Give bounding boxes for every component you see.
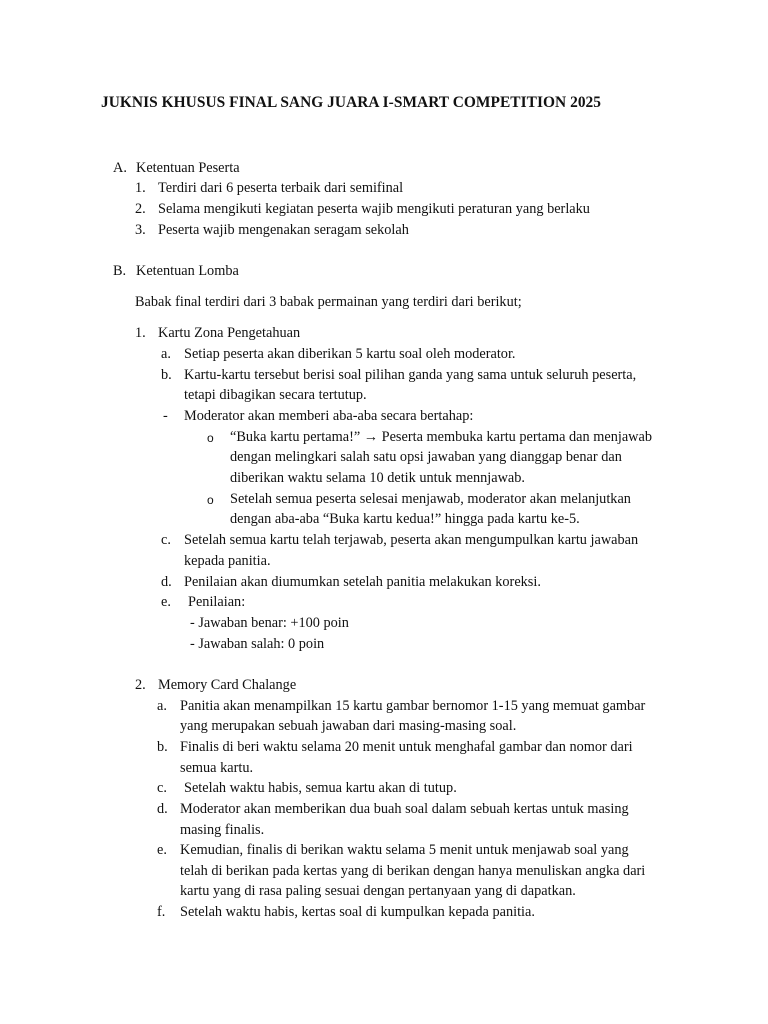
round-1-dash-marker: - bbox=[163, 408, 168, 424]
round-1-title: Kartu Zona Pengetahuan bbox=[158, 325, 301, 341]
round-1-c-marker: c. bbox=[161, 532, 171, 548]
round-2-b-line-2: semua kartu. bbox=[180, 760, 254, 776]
round-1-d-line-1: Penilaian akan diumumkan setelah panitia melakukan koreksi. bbox=[184, 574, 541, 590]
round-2-title: Memory Card Chalange bbox=[158, 677, 297, 693]
round-1-e-marker: e. bbox=[161, 594, 171, 610]
round-1-o1-line-2: dengan melingkari salah satu opsi jawaban yang dianggap benar dan bbox=[230, 449, 622, 465]
round-1-o1-line-1: “Buka kartu pertama!” → Peserta membuka kartu pertama dan menjawab bbox=[230, 429, 652, 445]
round-1-o1-marker: o bbox=[207, 431, 214, 445]
round-2-d-line-1: Moderator akan memberikan dua buah soal dalam sebuah kertas untuk masing bbox=[180, 801, 629, 817]
round-2-d-line-2: masing finalis. bbox=[180, 822, 265, 838]
round-1-e-line-2: - Jawaban benar: +100 poin bbox=[190, 615, 349, 631]
section-a-item-1-text: Terdiri dari 6 peserta terbaik dari semifinal bbox=[158, 180, 404, 196]
round-1-b-marker: b. bbox=[161, 367, 172, 383]
round-2-f-marker: f. bbox=[157, 904, 166, 920]
round-1-b-line-1: Kartu-kartu tersebut berisi soal pilihan ganda yang sama untuk seluruh peserta, bbox=[184, 367, 637, 383]
round-1-c-line-1: Setelah semua kartu telah terjawab, peserta akan mengumpulkan kartu jawaban bbox=[184, 532, 639, 548]
round-1-a-marker: a. bbox=[161, 346, 171, 362]
round-2-f-line-1: Setelah waktu habis, kertas soal di kumpulkan kepada panitia. bbox=[180, 904, 535, 920]
section-a-item-2-marker: 2. bbox=[135, 201, 146, 217]
section-a-item-1-marker: 1. bbox=[135, 180, 146, 196]
section-a-item-2-text: Selama mengikuti kegiatan peserta wajib mengikuti peraturan yang berlaku bbox=[158, 201, 590, 217]
round-1-o1-line-3: diberikan waktu selama 10 detik untuk mennjawab. bbox=[230, 470, 525, 486]
round-2-e-line-3: kartu yang di rasa paling sesuai dengan pertanyaan yang di dapatkan. bbox=[180, 883, 576, 899]
round-2-e-marker: e. bbox=[157, 842, 167, 858]
round-2-marker: 2. bbox=[135, 677, 146, 693]
round-2-b-marker: b. bbox=[157, 739, 168, 755]
section-b-marker: B. bbox=[113, 263, 127, 279]
round-2-b-line-1: Finalis di beri waktu selama 20 menit untuk menghafal gambar dan nomor dari bbox=[180, 739, 633, 755]
round-1-b-line-2: tetapi dibagikan secara tertutup. bbox=[184, 387, 367, 403]
round-2-a-marker: a. bbox=[157, 698, 167, 714]
round-2-e-line-2: telah di berikan pada kertas yang di berikan dengan hanya menuliskan angka dari bbox=[180, 863, 646, 879]
round-2-c-line-1: Setelah waktu habis, semua kartu akan di tutup. bbox=[184, 780, 457, 796]
section-b-intro: Babak final terdiri dari 3 babak permainan yang terdiri dari berikut; bbox=[135, 294, 522, 310]
round-2-c-marker: c. bbox=[157, 780, 167, 796]
round-1-e-line-1: Penilaian: bbox=[188, 594, 246, 610]
round-1-d-marker: d. bbox=[161, 574, 172, 590]
round-2-a-line-1: Panitia akan menampilkan 15 kartu gambar bernomor 1-15 yang memuat gambar bbox=[180, 698, 646, 714]
round-2-d-marker: d. bbox=[157, 801, 168, 817]
round-1-e-line-3: - Jawaban salah: 0 poin bbox=[190, 636, 325, 652]
round-1-dash-line-1: Moderator akan memberi aba-aba secara bertahap: bbox=[184, 408, 474, 424]
section-a-marker: A. bbox=[113, 160, 127, 176]
round-1-o2-line-2: dengan aba-aba “Buka kartu kedua!” hingga pada kartu ke-5. bbox=[230, 511, 580, 527]
round-2-a-line-2: yang merupakan sebuah jawaban dari masing-masing soal. bbox=[180, 718, 517, 734]
document-title: JUKNIS KHUSUS FINAL SANG JUARA I-SMART COMPETITION 2025 bbox=[101, 94, 602, 111]
round-1-marker: 1. bbox=[135, 325, 146, 341]
round-1-o2-line-1: Setelah semua peserta selesai menjawab, moderator akan melanjutkan bbox=[230, 491, 631, 507]
section-a-item-3-marker: 3. bbox=[135, 222, 146, 238]
round-1-o2-marker: o bbox=[207, 493, 214, 507]
round-1-c-line-2: kepada panitia. bbox=[184, 553, 271, 569]
section-a-heading: Ketentuan Peserta bbox=[136, 160, 240, 176]
section-b-heading: Ketentuan Lomba bbox=[136, 263, 239, 279]
section-a-item-3-text: Peserta wajib mengenakan seragam sekolah bbox=[158, 222, 409, 238]
round-1-a-line-1: Setiap peserta akan diberikan 5 kartu soal oleh moderator. bbox=[184, 346, 516, 362]
round-2-e-line-1: Kemudian, finalis di berikan waktu selama 5 menit untuk menjawab soal yang bbox=[180, 842, 629, 858]
